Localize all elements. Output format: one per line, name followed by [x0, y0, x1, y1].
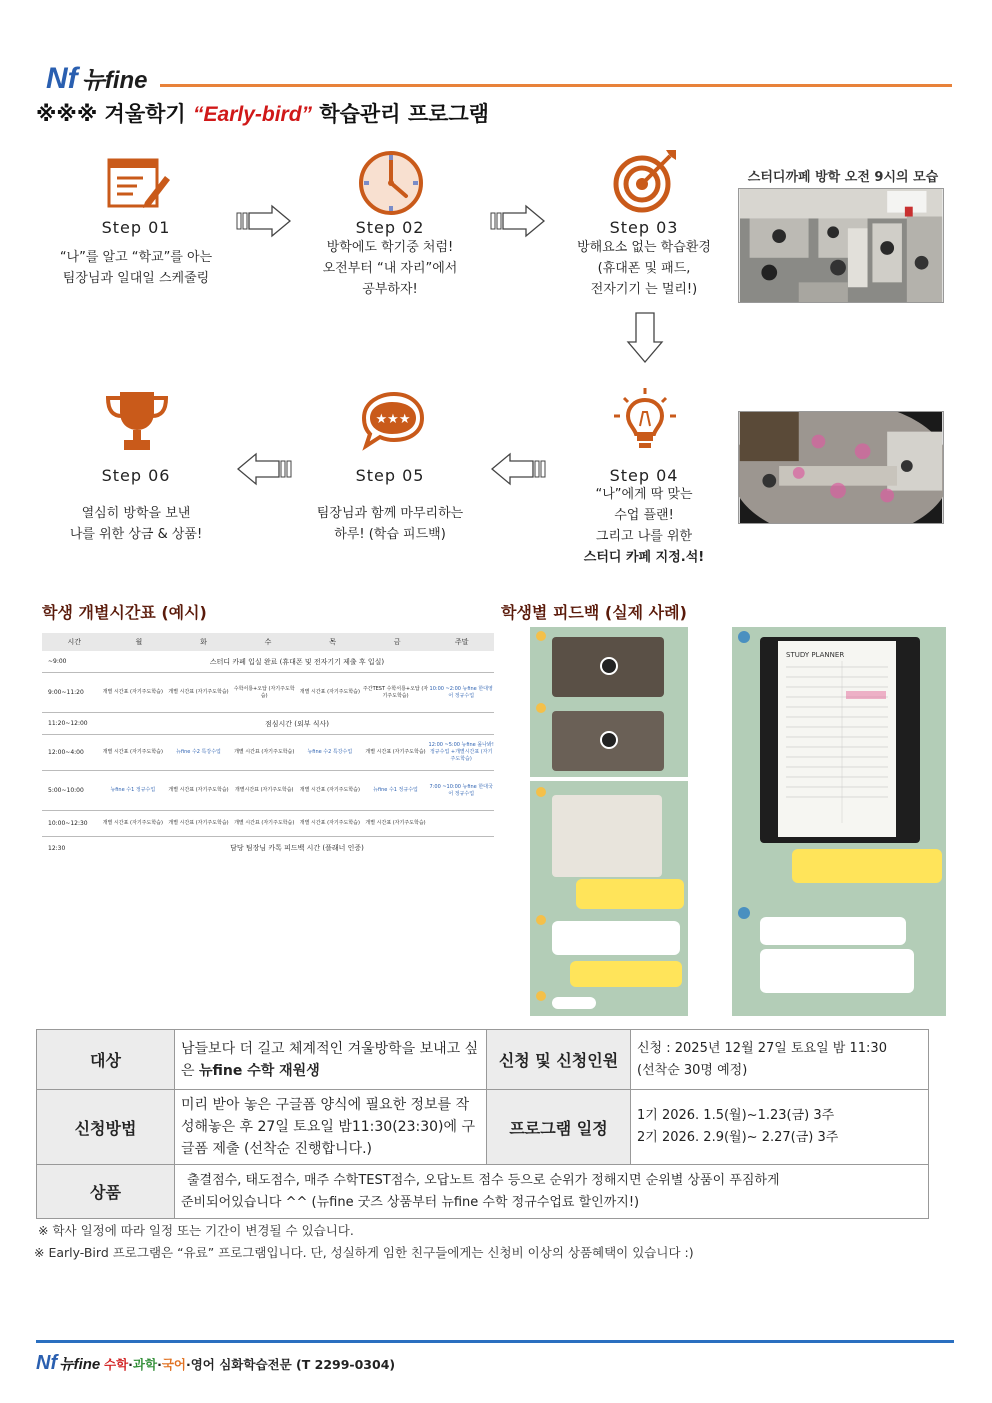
schedule-value [631, 1090, 929, 1165]
timetable-cell: 10:00 ~2:00 뉴fine 한대영어 정규수업 [429, 685, 493, 699]
target-icon [610, 146, 680, 216]
timetable-cell: 개별 시간표 (자기주도학습) [234, 749, 295, 755]
timetable-time: 5:00~10:00 [48, 787, 84, 794]
timetable-cell: 개별 시간표 (자기주도학습) [365, 749, 426, 755]
timetable-cell: 개별 시간표 (자기주도학습) [168, 689, 229, 695]
chat-bubble-white [760, 949, 914, 993]
chat-screenshot-feedback [530, 781, 688, 1016]
chat-bubble-icon [356, 388, 426, 458]
timetable-cell: 개별 시간표 (자기주도학습) [102, 749, 163, 755]
timetable-time: ~9:00 [48, 658, 67, 665]
timetable-cell: 개별 시간표 (자기주도학습) [299, 787, 360, 793]
prize-label: 상품 [37, 1165, 175, 1219]
chat-bubble-white [760, 917, 906, 945]
step-01-desc [21, 247, 251, 289]
timetable-cell: 7:00 ~10:00 뉴fine 한대국어 정규수업 [429, 783, 493, 797]
target-label: 대상 [37, 1030, 175, 1090]
method-label: 신청방법 [37, 1090, 175, 1165]
apply-text: (선착순 30명 예정) [637, 1062, 748, 1078]
timetable-header-cell: 월 [135, 638, 143, 646]
method-value: 미리 받아 놓은 구글폼 양식에 필요한 정보를 작성해놓은 후 27일 토요일 밤11:30(23:30)에 구글폼 제출 (선착순 진행합니다.) [175, 1090, 487, 1165]
footer-logo-mark: Nf [36, 1352, 58, 1374]
timetable-cell: 12:00 ~5:00 뉴fine 몰나봐! 정규수업 +개별시간표 (자기주도학습) [428, 742, 494, 762]
step-05-desc-line: 하루! (학습 피드백) [334, 527, 446, 542]
program-info-table [36, 1029, 929, 1219]
feedback-heading: 학생별 피드백 (실제 사례) [501, 603, 687, 622]
study-cafe-fisheye-photo [738, 411, 944, 524]
step-04-desc-line: 그리고 나를 위한 [595, 529, 693, 544]
prize-text: 준비되어있습니다 ^^ (뉴fine 굿즈 상품부터 뉴fine 수학 정규수업료 할인까지!) [181, 1194, 640, 1210]
timetable-cell: 수학서룡+오답 (자기주도학습) [233, 685, 295, 699]
footer-contact: 심화학습전문 (T 2299-0304) [214, 1357, 396, 1372]
photo-caption: 스터디까페 방학 오전 9시의 모습 [747, 170, 939, 185]
schedule-document-icon [103, 150, 173, 220]
step-04-desc-line: 수업 플랜! [614, 508, 674, 523]
step-04-desc-line: “나”에게 딱 맞는 [595, 487, 693, 502]
timetable-header-cell: 목 [329, 638, 336, 646]
step-02-desc-line: 공부하자! [362, 282, 418, 297]
arrow-left-icon [490, 452, 546, 486]
footer-tagline [104, 1355, 395, 1373]
timetable-header [42, 633, 494, 651]
step-02-desc [275, 237, 505, 300]
timetable-time: 9:00~11:20 [48, 689, 84, 696]
timetable-time: 12:30 [48, 844, 66, 852]
step-02-desc-line: 오전부터 “내 자리”에서 [322, 261, 458, 276]
footer-dot: · [128, 1357, 133, 1372]
step-03-label: Step 03 [609, 218, 679, 237]
footer-rule [36, 1340, 954, 1343]
timetable-header-cell: 주말 [454, 638, 469, 646]
prize-text: 출결점수, 태도점수, 매주 수학TEST점수, 오답노트 점수 등으로 순위가 정해지면 순위별 상품이 푸짐하게 [187, 1172, 780, 1188]
target-value [175, 1030, 487, 1090]
chat-screenshot-planner [732, 627, 946, 1016]
timetable-heading: 학생 개별시간표 (예시) [42, 603, 207, 622]
step-02-label: Step 02 [355, 218, 425, 237]
timetable-time: 10:00~12:30 [48, 820, 88, 827]
apply-value [631, 1030, 929, 1090]
apply-text: 신청 : 2025년 12월 27일 토요일 밤 11:30 [637, 1040, 887, 1056]
arrow-left-icon [236, 452, 292, 486]
study-planner-image [782, 647, 892, 827]
title-suffix: 학습관리 프로그램 [312, 102, 489, 126]
timetable-span-cell: 스터디 카페 입실 완료 (휴대폰 및 전자기기 제출 후 입실) [209, 657, 385, 666]
footer-dot: · [157, 1357, 162, 1372]
timetable-row [42, 673, 494, 713]
timetable-row [42, 713, 494, 735]
svg-text:STUDY PLANNER: STUDY PLANNER [786, 651, 845, 659]
step-06-desc-line: 나를 위한 상금 & 상품! [69, 527, 203, 542]
footer-logo-name: 뉴fine [59, 1356, 101, 1373]
arrow-down-icon [626, 312, 664, 364]
step-04-desc [529, 484, 759, 568]
prize-value [175, 1165, 929, 1219]
clock-icon [356, 146, 426, 216]
step-05-desc [275, 503, 505, 545]
chat-bubble-yellow [792, 849, 942, 883]
trophy-icon [102, 386, 172, 456]
timetable-cell: 뉴fine 수2 특강수업 [307, 749, 353, 755]
timetable-cell: 뉴fine 수2 특강수업 [176, 749, 221, 755]
timetable-cell: 개별 시간표 (자기주도학습) [102, 820, 163, 826]
logo-name: 뉴fine [81, 67, 148, 94]
timetable-cell: 개별 시간표 (자기주도학습) [234, 820, 295, 826]
timetable-span-cell: 담당 팀장님 카톡 피드백 시간 (플래너 인증) [230, 844, 364, 852]
timetable-cell: 개별 시간표 (자기주도학습) [168, 820, 229, 826]
study-cafe-photo [738, 188, 944, 303]
apply-label: 신청 및 신청인원 [487, 1030, 631, 1090]
step-01-desc-line: “나”를 알고 “학교”를 아는 [59, 250, 213, 265]
timetable-cell: 주간TEST 수학서룡+오답 (자기주도학습) [362, 685, 429, 699]
schedule-text: 2기 2026. 2.9(월)~ 2.27(금) 3주 [637, 1130, 839, 1145]
footer-logo [36, 1352, 100, 1375]
timetable-time: 11:20~12:00 [48, 720, 88, 727]
timetable-cell: 개별 시간표 (자기주도학습) [168, 787, 229, 793]
svg-text:★★★: ★★★ [375, 412, 411, 427]
step-04-desc-line: 스터디 카페 지정.석! [583, 550, 705, 565]
chat-bubble-yellow [576, 879, 684, 909]
step-03-desc-line: 전자기기 는 멀리!) [590, 282, 698, 297]
timetable [42, 633, 494, 859]
timetable-header-cell: 시간 [67, 638, 82, 646]
step-05-label: Step 05 [355, 466, 425, 485]
timetable-cell: 뉴fine 수1 정규수업 [373, 787, 418, 793]
timetable-time: 12:00~4:00 [48, 749, 84, 756]
note-paid-program: ※ Early-Bird 프로그램은 “유료” 프로그램입니다. 단, 성실하게 임한 친구들에게는 신청비 이상의 상품혜택이 있습니다 :) [34, 1245, 694, 1260]
timetable-row [42, 811, 494, 837]
footer-subject-math: 수학 [104, 1357, 129, 1372]
top-logo [46, 60, 148, 96]
chat-bubble-white [552, 997, 596, 1009]
timetable-cell: 개별 시간표 (자기주도학습) [299, 820, 360, 826]
footer-dot: · [185, 1357, 191, 1372]
step-03-desc [529, 237, 759, 300]
schedule-label: 프로그램 일정 [487, 1090, 631, 1165]
title-highlight: “Early-bird” [193, 103, 313, 126]
chat-screenshot-videos [530, 627, 688, 777]
timetable-span-cell: 점심시간 (외부 식사) [264, 719, 329, 728]
step-03-desc-line: (휴대폰 및 패드, [597, 261, 691, 276]
chat-bubble-yellow [570, 961, 682, 987]
page-title [36, 98, 489, 128]
logo-mark: Nf [46, 62, 78, 95]
step-06-desc-line: 열심히 방학을 보낸 [81, 506, 191, 521]
footer-subject-korean: 국어 [161, 1357, 186, 1372]
note-schedule-change: ※ 학사 일정에 따라 일정 또는 기간이 변경될 수 있습니다. [38, 1223, 354, 1238]
step-03-desc-line: 방해요소 없는 학습환경 [577, 240, 711, 255]
timetable-cell: 개별 시간표 (자기주도학습) [102, 689, 163, 695]
schedule-text: 1기 2026. 1.5(월)~1.23(금) 3주 [637, 1108, 835, 1123]
timetable-row [42, 837, 494, 859]
timetable-header-cell: 수 [264, 638, 272, 646]
timetable-row [42, 735, 494, 771]
step-04-label: Step 04 [609, 466, 679, 485]
timetable-header-cell: 화 [200, 638, 207, 646]
footer-subject-science: 과학 [132, 1357, 158, 1372]
target-bold: 뉴fine 수학 재원생 [198, 1062, 320, 1079]
title-prefix: ※※※ 겨울학기 [36, 102, 194, 126]
step-01-desc-line: 팀장님과 일대일 스케줄링 [62, 271, 210, 286]
footer-subject-english: 영어 [190, 1357, 215, 1372]
timetable-header-cell: 금 [393, 638, 401, 646]
timetable-cell: 개별 시간표 (자기주도학습) [365, 820, 426, 826]
arrow-right-icon [236, 204, 292, 238]
chat-bubble-white [552, 921, 680, 955]
step-06-label: Step 06 [101, 466, 171, 485]
timetable-cell: 개별시간표 (자기주도학습) [234, 787, 294, 793]
step-06-desc [21, 503, 251, 545]
header-rule [160, 84, 952, 87]
timetable-row [42, 651, 494, 673]
timetable-cell: 뉴fine 수1 정규수업 [110, 787, 156, 793]
timetable-row [42, 771, 494, 811]
light-bulb-icon [610, 386, 680, 456]
timetable-cell: 개별 시간표 (자기주도학습) [299, 689, 360, 695]
step-05-desc-line: 팀장님과 함께 마무리하는 [316, 506, 464, 521]
target-text: 남들보다 더 길고 체계적인 겨울방학을 보내고 싶은 [181, 1040, 479, 1079]
arrow-right-icon [490, 204, 546, 238]
step-01-label: Step 01 [101, 218, 171, 237]
step-02-desc-line: 방학에도 학기중 처럼! [326, 240, 454, 255]
